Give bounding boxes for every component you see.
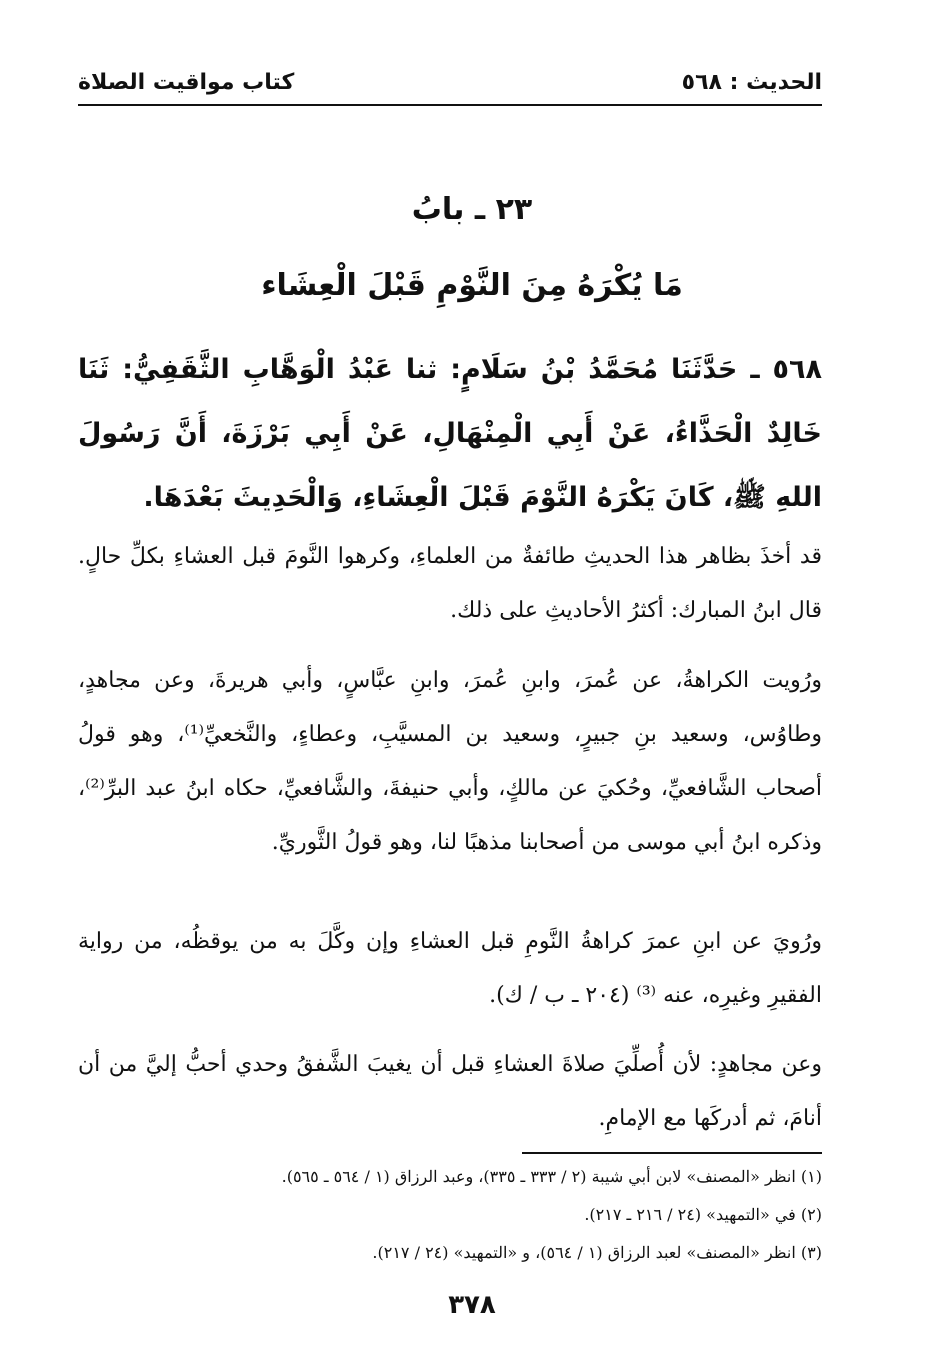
footnote-2: (٢) في «التمهيد» (٢٤ / ٢١٦ ـ ٢١٧). — [584, 1205, 822, 1224]
commentary-paragraph: قد أخذَ بظاهر هذا الحديثِ طائفةٌ من العلماءِ، وكرهوا النَّومَ قبل العشاءِ بكلِّ حالٍ. قال ابنُ المبارك: أكثرُ الأحاديثِ على ذلك. — [78, 544, 822, 623]
book-title: كتاب مواقيت الصلاة — [78, 70, 295, 95]
header-divider — [78, 104, 822, 106]
commentary-paragraph: ورُويَ عن ابنِ عمرَ كراهةُ النَّومِ قبل العشاءِ وإن وكَّلَ به من يوقظُه، من رواية الفقيرِ وغيرِه، عنه ⁽³⁾ (٢٠٤ ـ ب / ك). — [78, 929, 822, 1008]
commentary-paragraph: وعن مجاهدٍ: لأن أُصلِّيَ صلاةَ العشاءِ قبل أن يغيبَ الشَّفقُ وحدي أحبُّ إليَّ من أن أنامَ، ثم أدركَها مع الإمامِ. — [78, 1052, 822, 1131]
hadith-reference: الحديث : ٥٦٨ — [681, 70, 822, 95]
page-number: ٣٧٨ — [448, 1290, 496, 1320]
footnotes — [78, 1158, 822, 1272]
chapter-number: ٢٣ ـ بابُ — [411, 192, 533, 227]
footnote-divider — [522, 1152, 822, 1154]
running-header — [78, 70, 822, 106]
chapter-title: مَا يُكْرَهُ مِنَ النَّوْمِ قَبْلَ الْعِشَاء — [261, 268, 683, 303]
commentary-paragraph: ورُويت الكراهةُ، عن عُمرَ، وابنِ عُمرَ، وابنِ عبَّاسٍ، وأبي هريرةَ، وعن مجاهدٍ، وطاوُس، وسعيد بنِ جبيرٍ، وسعيد بن المسيَّبِ، وعطاءٍ، والنَّخعيِّ⁽¹⁾، وهو قولُ أصحاب الشَّافعيِّ، وحُكيَ عن مالكٍ، وأبي حنيفةَ، والشَّافعيِّ، حكاه ابنُ عبد البرِّ⁽²⁾، وذكره ابنُ أبي موسى من أصحابنا مذهبًا لنا، وهو قولُ الثَّوريِّ. — [78, 668, 823, 855]
footnote-3: (٣) انظر «المصنف» لعبد الرزاق (١ / ٥٦٤)، و «التمهيد» (٢٤ / ٢١٧). — [372, 1243, 822, 1262]
hadith-text: ٥٦٨ ـ حَدَّثَنَا مُحَمَّدُ بْنُ سَلَامٍ: ثنا عَبْدُ الْوَهَّابِ الثَّقَفِيُّ: ثَنَا خَالِدٌ الْحَذَّاءُ، عَنْ أَبِي الْمِنْهَالِ، عَنْ أَبِي بَرْزَةَ، أَنَّ رَسُولَ اللهِ ﷺ، كَانَ يَكْرَهُ النَّوْمَ قَبْلَ الْعِشَاءِ، وَالْحَدِيثَ بَعْدَهَا. — [78, 354, 822, 513]
footnote-1: (١) انظر «المصنف» لابن أبي شيبة (٢ / ٣٣٣ ـ ٣٣٥)، وعبد الرزاق (١ / ٥٦٤ ـ ٥٦٥). — [281, 1167, 822, 1186]
